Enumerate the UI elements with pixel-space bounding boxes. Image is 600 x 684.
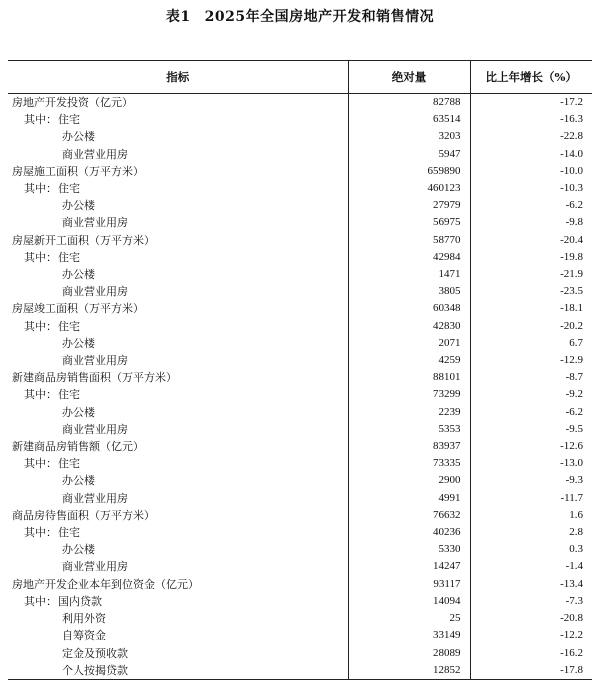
table-row: [8, 214, 592, 231]
table-title: [0, 6, 600, 26]
row-absolute-value: 82788: [348, 94, 470, 112]
row-indicator: [8, 507, 348, 524]
row-absolute-value: 460123: [348, 180, 470, 197]
row-growth-value: -18.1: [470, 300, 592, 317]
table-row: [8, 645, 592, 662]
row-absolute-value: 4991: [348, 490, 470, 507]
row-label: 住宅: [58, 388, 80, 402]
table-row: [8, 558, 592, 575]
row-growth-value: -17.8: [470, 662, 592, 680]
row-label: 办公楼: [62, 199, 95, 213]
row-indicator: [8, 369, 348, 386]
table-row: [8, 507, 592, 524]
row-absolute-value: 5947: [348, 146, 470, 163]
row-indicator: [8, 662, 348, 680]
row-indicator: [8, 283, 348, 300]
table-row: [8, 627, 592, 644]
header-absolute: 绝对量: [348, 61, 470, 94]
row-growth-value: -16.2: [470, 645, 592, 662]
table-row: [8, 610, 592, 627]
row-indicator: [8, 386, 348, 403]
table-row: [8, 249, 592, 266]
row-growth-value: -19.8: [470, 249, 592, 266]
row-growth-value: 2.8: [470, 524, 592, 541]
row-label: 商业营业用房: [62, 285, 128, 299]
table-row: [8, 472, 592, 489]
row-label: 商品房待售面积（万平方米）: [12, 508, 155, 522]
row-label: 新建商品房销售面积（万平方米）: [12, 371, 177, 385]
row-absolute-value: 2071: [348, 335, 470, 352]
row-absolute-value: 4259: [348, 352, 470, 369]
row-absolute-value: 27979: [348, 197, 470, 214]
row-absolute-value: 60348: [348, 300, 470, 317]
row-label: 个人按揭贷款: [62, 663, 128, 677]
row-absolute-value: 2900: [348, 472, 470, 489]
row-indicator: [8, 610, 348, 627]
row-indicator: [8, 146, 348, 163]
row-label: 房地产开发企业本年到位资金（亿元）: [12, 577, 199, 591]
row-absolute-value: 93117: [348, 576, 470, 593]
row-growth-value: -9.2: [470, 386, 592, 403]
row-indicator: [8, 541, 348, 558]
row-indicator: [8, 352, 348, 369]
row-absolute-value: 58770: [348, 232, 470, 249]
row-growth-value: -13.4: [470, 576, 592, 593]
row-label: 住宅: [58, 526, 80, 540]
row-growth-value: -10.3: [470, 180, 592, 197]
table-row: [8, 455, 592, 472]
row-prefix: 其中：: [24, 113, 57, 127]
row-absolute-value: 25: [348, 610, 470, 627]
row-growth-value: -11.7: [470, 490, 592, 507]
row-absolute-value: 73299: [348, 386, 470, 403]
row-indicator: [8, 472, 348, 489]
row-label: 定金及预收款: [62, 646, 128, 660]
row-indicator: [8, 318, 348, 335]
row-growth-value: -8.7: [470, 369, 592, 386]
row-absolute-value: 56975: [348, 214, 470, 231]
row-indicator: [8, 180, 348, 197]
row-growth-value: -10.0: [470, 163, 592, 180]
row-growth-value: -12.2: [470, 627, 592, 644]
row-growth-value: -9.5: [470, 421, 592, 438]
table-row: [8, 163, 592, 180]
row-growth-value: -1.4: [470, 558, 592, 575]
table-row: [8, 335, 592, 352]
row-growth-value: 6.7: [470, 335, 592, 352]
row-absolute-value: 5353: [348, 421, 470, 438]
table-body: [8, 94, 592, 680]
table-title-text: 2025年全国房地产开发和销售情况: [204, 9, 435, 25]
table-row: [8, 386, 592, 403]
row-growth-value: -14.0: [470, 146, 592, 163]
row-prefix: 其中：: [24, 526, 57, 540]
row-label: 住宅: [58, 250, 80, 264]
row-prefix: 其中：: [24, 182, 57, 196]
table-number: 表1: [165, 9, 191, 25]
row-indicator: [8, 232, 348, 249]
row-growth-value: -22.8: [470, 128, 592, 145]
header-indicator: 指标: [8, 61, 348, 94]
row-absolute-value: 12852: [348, 662, 470, 680]
table-row: [8, 421, 592, 438]
row-indicator: [8, 490, 348, 507]
row-absolute-value: 42984: [348, 249, 470, 266]
row-indicator: [8, 593, 348, 610]
table-row: [8, 662, 592, 680]
table-row: [8, 300, 592, 317]
row-growth-value: -6.2: [470, 197, 592, 214]
row-growth-value: -9.3: [470, 472, 592, 489]
row-absolute-value: 63514: [348, 111, 470, 128]
row-label: 国内贷款: [58, 594, 102, 608]
table-row: [8, 283, 592, 300]
row-label: 住宅: [58, 113, 80, 127]
row-absolute-value: 3203: [348, 128, 470, 145]
row-prefix: 其中：: [24, 457, 57, 471]
row-indicator: [8, 94, 348, 112]
row-indicator: [8, 111, 348, 128]
row-label: 新建商品房销售额（亿元）: [12, 440, 144, 454]
row-indicator: [8, 249, 348, 266]
table-row: [8, 94, 592, 112]
row-indicator: [8, 576, 348, 593]
row-absolute-value: 40236: [348, 524, 470, 541]
row-absolute-value: 1471: [348, 266, 470, 283]
row-indicator: [8, 627, 348, 644]
table-row: [8, 266, 592, 283]
row-indicator: [8, 455, 348, 472]
row-indicator: [8, 214, 348, 231]
row-indicator: [8, 266, 348, 283]
row-indicator: [8, 524, 348, 541]
row-label: 商业营业用房: [62, 147, 128, 161]
row-label: 自筹资金: [62, 629, 106, 643]
table-row: [8, 576, 592, 593]
row-growth-value: -7.3: [470, 593, 592, 610]
row-absolute-value: 76632: [348, 507, 470, 524]
row-absolute-value: 3805: [348, 283, 470, 300]
row-growth-value: -6.2: [470, 404, 592, 421]
row-indicator: [8, 404, 348, 421]
row-growth-value: -23.5: [470, 283, 592, 300]
table-row: [8, 369, 592, 386]
row-label: 利用外资: [62, 612, 106, 626]
table-row: [8, 593, 592, 610]
row-label: 房地产开发投资（亿元）: [12, 96, 133, 109]
row-label: 办公楼: [62, 268, 95, 282]
row-label: 住宅: [58, 457, 80, 471]
row-prefix: 其中：: [24, 594, 57, 608]
row-absolute-value: 5330: [348, 541, 470, 558]
row-growth-value: -20.4: [470, 232, 592, 249]
header-growth: 比上年增长（%）: [470, 61, 592, 94]
row-indicator: [8, 163, 348, 180]
row-growth-value: -9.8: [470, 214, 592, 231]
row-label: 房屋施工面积（万平方米）: [12, 164, 144, 178]
row-absolute-value: 33149: [348, 627, 470, 644]
row-prefix: 其中：: [24, 250, 57, 264]
row-label: 房屋竣工面积（万平方米）: [12, 302, 144, 316]
row-growth-value: -21.9: [470, 266, 592, 283]
row-indicator: [8, 421, 348, 438]
table-row: [8, 438, 592, 455]
table-row: [8, 352, 592, 369]
table-row: [8, 128, 592, 145]
row-indicator: [8, 438, 348, 455]
table-row: [8, 490, 592, 507]
row-absolute-value: 14094: [348, 593, 470, 610]
row-absolute-value: 659890: [348, 163, 470, 180]
row-growth-value: -12.6: [470, 438, 592, 455]
row-label: 商业营业用房: [62, 491, 128, 505]
table-row: [8, 111, 592, 128]
row-growth-value: -20.8: [470, 610, 592, 627]
row-growth-value: 1.6: [470, 507, 592, 524]
row-growth-value: -13.0: [470, 455, 592, 472]
row-label: 办公楼: [62, 543, 95, 557]
row-label: 办公楼: [62, 130, 95, 144]
row-indicator: [8, 335, 348, 352]
row-indicator: [8, 128, 348, 145]
table-row: [8, 180, 592, 197]
row-absolute-value: 83937: [348, 438, 470, 455]
row-label: 住宅: [58, 319, 80, 333]
row-absolute-value: 88101: [348, 369, 470, 386]
row-absolute-value: 42830: [348, 318, 470, 335]
row-growth-value: 0.3: [470, 541, 592, 558]
row-indicator: [8, 558, 348, 575]
row-label: 商业营业用房: [62, 216, 128, 230]
row-label: 住宅: [58, 182, 80, 196]
row-label: 商业营业用房: [62, 354, 128, 368]
row-indicator: [8, 197, 348, 214]
row-label: 办公楼: [62, 405, 95, 419]
table-row: [8, 197, 592, 214]
table-header-row: [8, 61, 592, 94]
row-indicator: [8, 300, 348, 317]
table-row: [8, 232, 592, 249]
row-absolute-value: 2239: [348, 404, 470, 421]
row-growth-value: -20.2: [470, 318, 592, 335]
row-prefix: 其中：: [24, 388, 57, 402]
row-label: 商业营业用房: [62, 422, 128, 436]
row-label: 办公楼: [62, 336, 95, 350]
row-absolute-value: 14247: [348, 558, 470, 575]
row-growth-value: -16.3: [470, 111, 592, 128]
row-prefix: 其中：: [24, 319, 57, 333]
row-label: 办公楼: [62, 474, 95, 488]
table-row: [8, 318, 592, 335]
row-absolute-value: 28089: [348, 645, 470, 662]
table-row: [8, 146, 592, 163]
row-growth-value: -12.9: [470, 352, 592, 369]
row-label: 房屋新开工面积（万平方米）: [12, 233, 155, 247]
row-absolute-value: 73335: [348, 455, 470, 472]
row-indicator: [8, 645, 348, 662]
row-label: 商业营业用房: [62, 560, 128, 574]
table-row: [8, 404, 592, 421]
data-table: [8, 60, 592, 680]
row-growth-value: -17.2: [470, 94, 592, 112]
table-row: [8, 524, 592, 541]
table-row: [8, 541, 592, 558]
